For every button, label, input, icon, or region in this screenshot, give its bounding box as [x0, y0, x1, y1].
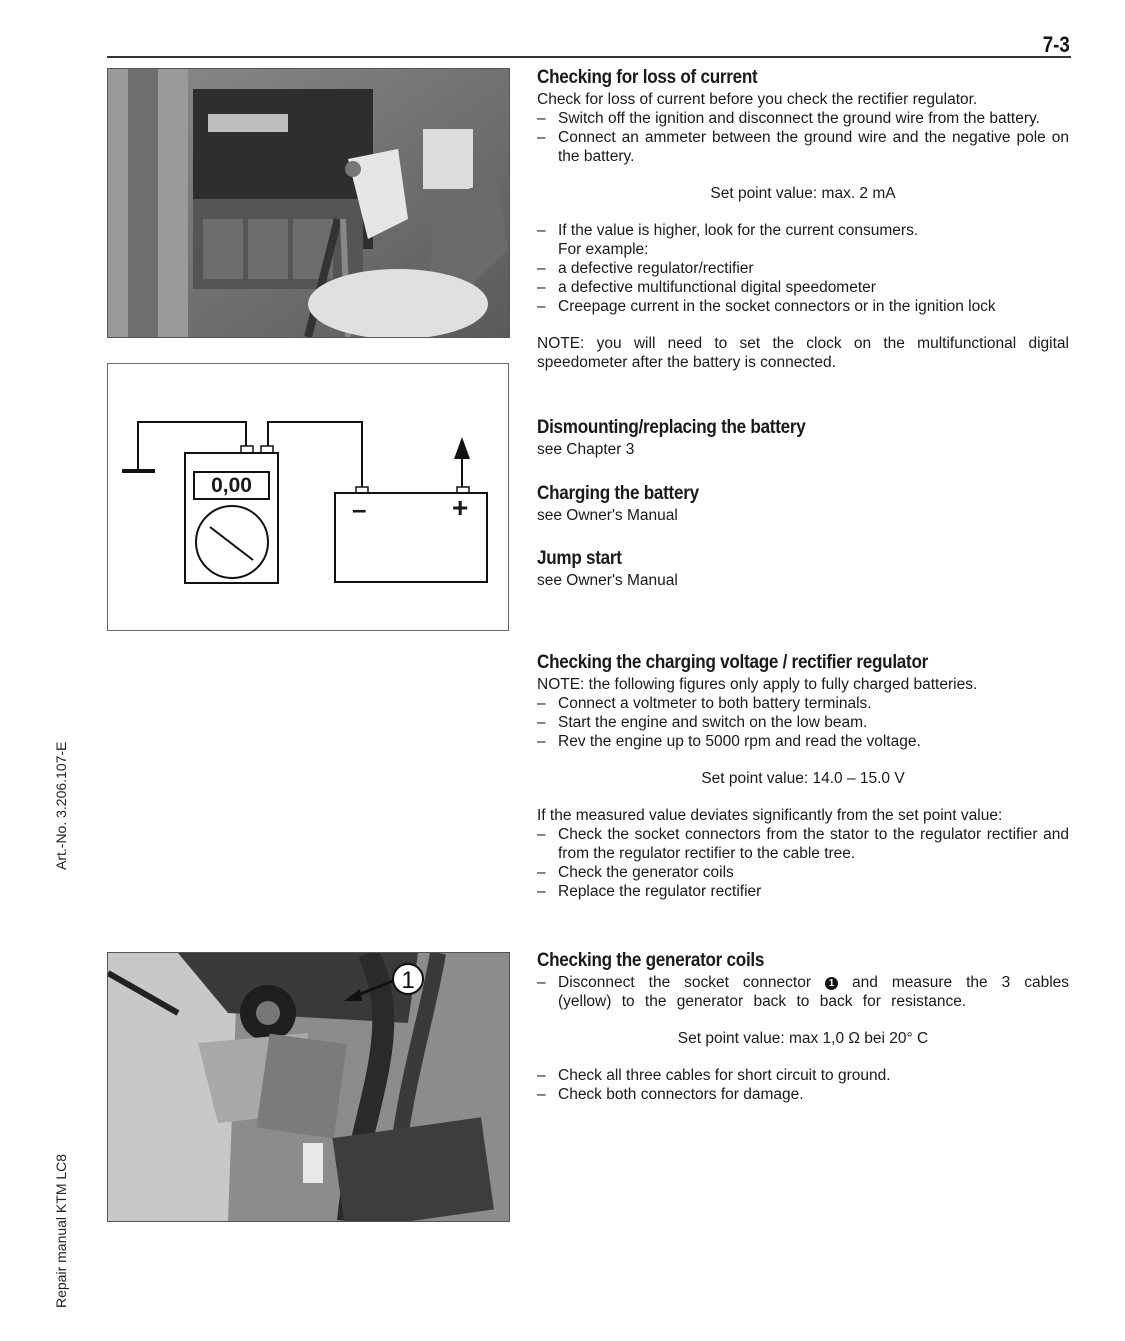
coils-step-text-b: and measure the 3 cables (yellow) to the generator back to back for resistance.	[558, 974, 1070, 1010]
page-number: 7-3	[1042, 32, 1070, 57]
ground-wire	[138, 422, 246, 472]
heading-dismounting: Dismounting/replacing the battery	[537, 417, 806, 438]
ammeter-circuit-diagram	[107, 363, 509, 631]
article-number: Art.-No. 3.206.107-E	[53, 741, 69, 870]
loss-set-point: Set point value: max. 2 mA	[710, 185, 896, 202]
loss-for-example: For example:	[558, 241, 649, 258]
header-rule	[107, 56, 1071, 58]
coils-step-text-a: Disconnect the socket connector	[558, 974, 812, 991]
coils-step: – Check both connectors for damage.	[537, 1085, 1069, 1104]
section-charging-voltage	[537, 651, 1069, 901]
jump-start-text: see Owner's Manual	[537, 572, 678, 589]
heading-loss-of-current: Checking for loss of current	[537, 67, 758, 88]
voltage-step: – Connect a voltmeter to both battery terminals.	[537, 694, 1069, 713]
loss-step: – Connect an ammeter between the ground wire and the negative pole on the battery.	[537, 128, 1069, 166]
loss-if-higher: – If the value is higher, look for the current consumers.	[537, 221, 1069, 240]
marker-1-icon: 1	[825, 977, 838, 990]
coils-step-disconnect	[537, 973, 1069, 1011]
heading-generator-coils: Checking the generator coils	[537, 950, 765, 971]
loss-intro: Check for loss of current before you check the rectifier regulator.	[537, 91, 978, 108]
voltage-step: – Rev the engine up to 5000 rpm and read the voltage.	[537, 732, 1069, 751]
heading-charging: Charging the battery	[537, 483, 699, 504]
loss-example: – a defective multifunctional digital speedometer	[537, 278, 1069, 297]
section-dismounting	[537, 416, 1069, 459]
coils-step: – Check all three cables for short circuit to ground.	[537, 1066, 1069, 1085]
voltage-set-point: Set point value: 14.0 – 15.0 V	[701, 770, 905, 787]
dismounting-text: see Chapter 3	[537, 441, 635, 458]
battery-plus-sign: +	[452, 492, 469, 523]
loss-example: – Creepage current in the socket connectors or in the ignition lock	[537, 297, 1069, 316]
manual-title: Repair manual KTM LC8	[53, 1153, 69, 1308]
loss-note: NOTE: you will need to set the clock on the multifunctional digital speedometer after the battery is connected.	[537, 335, 1069, 371]
voltage-action: – Check the socket connectors from the stator to the regulator rectifier and from the regulator rectifier to the cable tree.	[537, 825, 1069, 863]
loss-example: – a defective regulator/rectifier	[537, 259, 1069, 278]
coils-set-point: Set point value: max 1,0 Ω bei 20° C	[677, 1030, 929, 1047]
battery-ammeter-photo	[107, 68, 510, 338]
voltage-deviation: If the measured value deviates significantly from the set point value:	[537, 807, 1003, 824]
heading-jump-start: Jump start	[537, 548, 622, 569]
section-charging	[537, 482, 1069, 525]
voltage-action: – Check the generator coils	[537, 863, 1069, 882]
callout-1: 1	[401, 967, 415, 994]
heading-charging-voltage: Checking the charging voltage / rectifier regulator	[537, 652, 929, 673]
voltage-note: NOTE: the following figures only apply to fully charged batteries.	[537, 676, 978, 693]
meter-reading: 0,00	[211, 474, 252, 497]
generator-connector-photo	[107, 952, 510, 1222]
section-loss-of-current	[537, 66, 1069, 372]
arrow-up-icon	[454, 437, 470, 459]
section-jump-start	[537, 547, 1069, 590]
charging-text: see Owner's Manual	[537, 507, 678, 524]
negative-wire	[268, 422, 362, 487]
battery-minus-sign: –	[352, 494, 367, 524]
voltage-step: – Start the engine and switch on the low beam.	[537, 713, 1069, 732]
loss-step: – Switch off the ignition and disconnect the ground wire from the battery.	[537, 109, 1069, 128]
voltage-action: – Replace the regulator rectifier	[537, 882, 1069, 901]
section-generator-coils	[537, 949, 1069, 1104]
meter-dial	[196, 506, 268, 578]
